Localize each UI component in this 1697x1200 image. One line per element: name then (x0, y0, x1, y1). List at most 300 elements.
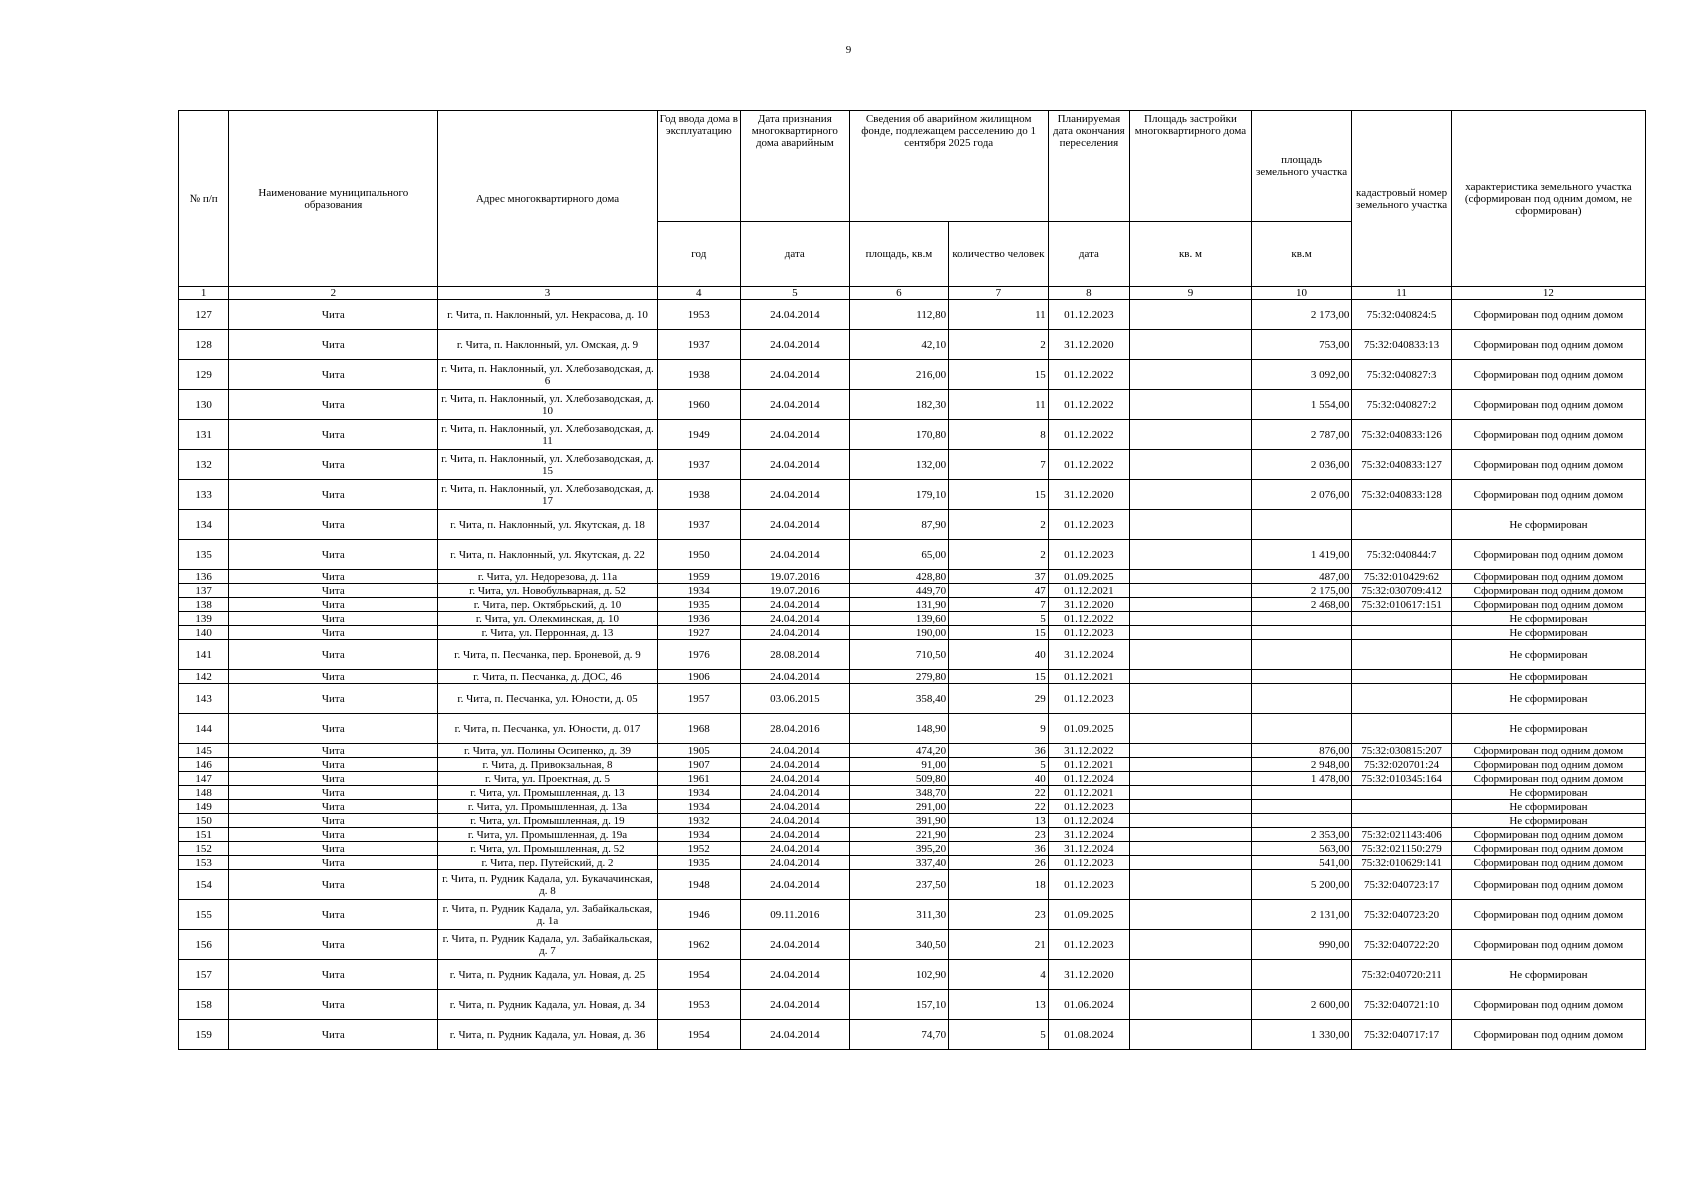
people-count-cell: 15 (949, 670, 1049, 684)
date-recognized-cell: 24.04.2014 (741, 612, 850, 626)
table-body (179, 300, 1646, 1050)
build-area-cell (1130, 960, 1252, 990)
date-recognized-cell: 24.04.2014 (741, 330, 850, 360)
address-cell: г. Чита, ул. Перронная, д. 13 (438, 626, 657, 640)
year-in-cell: 1953 (657, 990, 740, 1020)
land-characteristic-cell: Не сформирован (1451, 814, 1645, 828)
date-recognized-cell: 24.04.2014 (741, 598, 850, 612)
municipality-cell: Чита (229, 584, 438, 598)
address-cell: г. Чита, п. Рудник Кадала, ул. Забайкальская, д. 7 (438, 930, 657, 960)
area-cell: 710,50 (849, 640, 949, 670)
area-cell: 395,20 (849, 842, 949, 856)
row-number-cell: 143 (179, 684, 229, 714)
address-cell: г. Чита, п. Наклонный, ул. Якутская, д. 18 (438, 510, 657, 540)
planned-date-cell: 01.12.2023 (1048, 870, 1129, 900)
column-number: 2 (229, 287, 438, 300)
planned-date-cell: 01.06.2024 (1048, 990, 1129, 1020)
land-characteristic-cell: Сформирован под одним домом (1451, 1020, 1645, 1050)
people-count-cell: 15 (949, 626, 1049, 640)
table-row (179, 814, 1646, 828)
cadastral-number-cell: 75:32:040721:10 (1352, 990, 1452, 1020)
table-row (179, 828, 1646, 842)
area-cell: 91,00 (849, 758, 949, 772)
row-number-cell: 131 (179, 420, 229, 450)
land-area-cell (1251, 612, 1352, 626)
land-area-cell: 990,00 (1251, 930, 1352, 960)
header-year-in: Год ввода дома в эксплуатацию (657, 111, 740, 222)
date-recognized-cell: 24.04.2014 (741, 870, 850, 900)
people-count-cell: 21 (949, 930, 1049, 960)
municipality-cell: Чита (229, 684, 438, 714)
cadastral-number-cell (1352, 714, 1452, 744)
people-count-cell: 5 (949, 612, 1049, 626)
land-characteristic-cell: Сформирован под одним домом (1451, 540, 1645, 570)
table-row (179, 856, 1646, 870)
land-area-cell (1251, 510, 1352, 540)
table-row (179, 598, 1646, 612)
land-characteristic-cell: Сформирован под одним домом (1451, 930, 1645, 960)
date-recognized-cell: 24.04.2014 (741, 990, 850, 1020)
land-area-cell: 2 036,00 (1251, 450, 1352, 480)
table-row (179, 758, 1646, 772)
land-characteristic-cell: Не сформирован (1451, 626, 1645, 640)
municipality-cell: Чита (229, 842, 438, 856)
land-area-cell: 2 173,00 (1251, 300, 1352, 330)
planned-date-cell: 01.12.2022 (1048, 390, 1129, 420)
header-land-area: площадь земельного участка (1251, 111, 1352, 222)
planned-date-cell: 01.12.2023 (1048, 684, 1129, 714)
row-number-cell: 158 (179, 990, 229, 1020)
build-area-cell (1130, 814, 1252, 828)
row-number-cell: 141 (179, 640, 229, 670)
planned-date-cell: 01.12.2024 (1048, 772, 1129, 786)
build-area-cell (1130, 990, 1252, 1020)
land-characteristic-cell: Сформирован под одним домом (1451, 990, 1645, 1020)
municipality-cell: Чита (229, 480, 438, 510)
row-number-cell: 152 (179, 842, 229, 856)
column-number: 10 (1251, 287, 1352, 300)
address-cell: г. Чита, п. Рудник Кадала, ул. Букачачинская, д. 8 (438, 870, 657, 900)
people-count-cell: 13 (949, 814, 1049, 828)
table-row (179, 1020, 1646, 1050)
cadastral-number-cell: 75:32:021143:406 (1352, 828, 1452, 842)
land-area-cell: 1 330,00 (1251, 1020, 1352, 1050)
year-in-cell: 1976 (657, 640, 740, 670)
people-count-cell: 23 (949, 900, 1049, 930)
year-in-cell: 1938 (657, 360, 740, 390)
table-row (179, 570, 1646, 584)
land-area-cell: 753,00 (1251, 330, 1352, 360)
municipality-cell: Чита (229, 856, 438, 870)
build-area-cell (1130, 930, 1252, 960)
row-number-cell: 145 (179, 744, 229, 758)
people-count-cell: 7 (949, 598, 1049, 612)
row-number-cell: 133 (179, 480, 229, 510)
date-recognized-cell: 24.04.2014 (741, 420, 850, 450)
cadastral-number-cell (1352, 800, 1452, 814)
year-in-cell: 1960 (657, 390, 740, 420)
address-cell: г. Чита, ул. Новобульварная, д. 52 (438, 584, 657, 598)
municipality-cell: Чита (229, 772, 438, 786)
municipality-cell: Чита (229, 330, 438, 360)
people-count-cell: 8 (949, 420, 1049, 450)
date-recognized-cell: 24.04.2014 (741, 626, 850, 640)
date-recognized-cell: 24.04.2014 (741, 800, 850, 814)
year-in-cell: 1932 (657, 814, 740, 828)
area-cell: 428,80 (849, 570, 949, 584)
address-cell: г. Чита, п. Наклонный, ул. Омская, д. 9 (438, 330, 657, 360)
date-recognized-cell: 09.11.2016 (741, 900, 850, 930)
build-area-cell (1130, 570, 1252, 584)
row-number-cell: 153 (179, 856, 229, 870)
cadastral-number-cell: 75:32:010429:62 (1352, 570, 1452, 584)
address-cell: г. Чита, п. Наклонный, ул. Хлебозаводская, д. 17 (438, 480, 657, 510)
cadastral-number-cell: 75:32:040723:20 (1352, 900, 1452, 930)
municipality-cell: Чита (229, 540, 438, 570)
people-count-cell: 47 (949, 584, 1049, 598)
land-area-cell (1251, 800, 1352, 814)
municipality-cell: Чита (229, 744, 438, 758)
address-cell: г. Чита, п. Наклонный, ул. Якутская, д. 22 (438, 540, 657, 570)
header-mo: Наименование муниципального образования (229, 111, 438, 287)
planned-date-cell: 01.12.2023 (1048, 626, 1129, 640)
area-cell: 102,90 (849, 960, 949, 990)
date-recognized-cell: 24.04.2014 (741, 450, 850, 480)
people-count-cell: 5 (949, 1020, 1049, 1050)
area-cell: 509,80 (849, 772, 949, 786)
cadastral-number-cell: 75:32:040827:2 (1352, 390, 1452, 420)
municipality-cell: Чита (229, 360, 438, 390)
planned-date-cell: 01.12.2023 (1048, 300, 1129, 330)
year-in-cell: 1950 (657, 540, 740, 570)
cadastral-number-cell (1352, 814, 1452, 828)
year-in-cell: 1934 (657, 786, 740, 800)
municipality-cell: Чита (229, 626, 438, 640)
land-area-cell (1251, 640, 1352, 670)
build-area-cell (1130, 842, 1252, 856)
people-count-cell: 22 (949, 800, 1049, 814)
land-characteristic-cell: Не сформирован (1451, 800, 1645, 814)
area-cell: 87,90 (849, 510, 949, 540)
municipality-cell: Чита (229, 900, 438, 930)
municipality-cell: Чита (229, 786, 438, 800)
subheader-date2: дата (1048, 222, 1129, 287)
table-row (179, 744, 1646, 758)
people-count-cell: 4 (949, 960, 1049, 990)
row-number-cell: 136 (179, 570, 229, 584)
date-recognized-cell: 24.04.2014 (741, 390, 850, 420)
year-in-cell: 1935 (657, 598, 740, 612)
build-area-cell (1130, 420, 1252, 450)
address-cell: г. Чита, пер. Октябрьский, д. 10 (438, 598, 657, 612)
land-characteristic-cell: Сформирован под одним домом (1451, 570, 1645, 584)
address-cell: г. Чита, пер. Путейский, д. 2 (438, 856, 657, 870)
build-area-cell (1130, 612, 1252, 626)
land-characteristic-cell: Сформирован под одним домом (1451, 856, 1645, 870)
municipality-cell: Чита (229, 390, 438, 420)
planned-date-cell: 01.12.2022 (1048, 420, 1129, 450)
area-cell: 337,40 (849, 856, 949, 870)
municipality-cell: Чита (229, 612, 438, 626)
planned-date-cell: 01.12.2021 (1048, 670, 1129, 684)
area-cell: 179,10 (849, 480, 949, 510)
column-number-row (179, 287, 1646, 300)
row-number-cell: 128 (179, 330, 229, 360)
cadastral-number-cell: 75:32:040844:7 (1352, 540, 1452, 570)
planned-date-cell: 31.12.2024 (1048, 842, 1129, 856)
table-row (179, 842, 1646, 856)
year-in-cell: 1905 (657, 744, 740, 758)
area-cell: 279,80 (849, 670, 949, 684)
table-row (179, 584, 1646, 598)
table-row (179, 960, 1646, 990)
land-area-cell (1251, 714, 1352, 744)
planned-date-cell: 01.08.2024 (1048, 1020, 1129, 1050)
land-characteristic-cell: Сформирован под одним домом (1451, 598, 1645, 612)
row-number-cell: 127 (179, 300, 229, 330)
planned-date-cell: 01.12.2022 (1048, 450, 1129, 480)
land-characteristic-cell: Сформирован под одним домом (1451, 828, 1645, 842)
subheader-area: площадь, кв.м (849, 222, 949, 287)
year-in-cell: 1968 (657, 714, 740, 744)
land-area-cell: 876,00 (1251, 744, 1352, 758)
address-cell: г. Чита, п. Песчанка, д. ДОС, 46 (438, 670, 657, 684)
table-row (179, 390, 1646, 420)
municipality-cell: Чита (229, 670, 438, 684)
year-in-cell: 1907 (657, 758, 740, 772)
land-area-cell: 541,00 (1251, 856, 1352, 870)
build-area-cell (1130, 870, 1252, 900)
planned-date-cell: 31.12.2022 (1048, 744, 1129, 758)
address-cell: г. Чита, п. Песчанка, ул. Юности, д. 05 (438, 684, 657, 714)
land-area-cell: 1 554,00 (1251, 390, 1352, 420)
address-cell: г. Чита, п. Наклонный, ул. Некрасова, д. 10 (438, 300, 657, 330)
land-characteristic-cell: Сформирован под одним домом (1451, 420, 1645, 450)
date-recognized-cell: 24.04.2014 (741, 510, 850, 540)
build-area-cell (1130, 786, 1252, 800)
cadastral-number-cell: 75:32:021150:279 (1352, 842, 1452, 856)
table-row (179, 640, 1646, 670)
address-cell: г. Чита, ул. Промышленная, д. 19а (438, 828, 657, 842)
row-number-cell: 146 (179, 758, 229, 772)
year-in-cell: 1927 (657, 626, 740, 640)
subheader-kvm: кв. м (1130, 222, 1252, 287)
cadastral-number-cell: 75:32:040833:126 (1352, 420, 1452, 450)
area-cell: 170,80 (849, 420, 949, 450)
people-count-cell: 15 (949, 480, 1049, 510)
area-cell: 391,90 (849, 814, 949, 828)
people-count-cell: 2 (949, 330, 1049, 360)
planned-date-cell: 31.12.2020 (1048, 480, 1129, 510)
area-cell: 474,20 (849, 744, 949, 758)
planned-date-cell: 01.12.2021 (1048, 584, 1129, 598)
area-cell: 112,80 (849, 300, 949, 330)
table-row (179, 800, 1646, 814)
planned-date-cell: 01.09.2025 (1048, 714, 1129, 744)
header-address: Адрес многоквартирного дома (438, 111, 657, 287)
people-count-cell: 11 (949, 390, 1049, 420)
build-area-cell (1130, 684, 1252, 714)
municipality-cell: Чита (229, 1020, 438, 1050)
table-row (179, 330, 1646, 360)
row-number-cell: 154 (179, 870, 229, 900)
row-number-cell: 132 (179, 450, 229, 480)
planned-date-cell: 31.12.2024 (1048, 828, 1129, 842)
table-row (179, 510, 1646, 540)
land-characteristic-cell: Сформирован под одним домом (1451, 744, 1645, 758)
cadastral-number-cell (1352, 612, 1452, 626)
row-number-cell: 140 (179, 626, 229, 640)
table-row (179, 480, 1646, 510)
land-area-cell: 563,00 (1251, 842, 1352, 856)
planned-date-cell: 01.12.2023 (1048, 856, 1129, 870)
address-cell: г. Чита, д. Привокзальная, 8 (438, 758, 657, 772)
build-area-cell (1130, 540, 1252, 570)
planned-date-cell: 01.12.2023 (1048, 510, 1129, 540)
build-area-cell (1130, 626, 1252, 640)
year-in-cell: 1959 (657, 570, 740, 584)
area-cell: 311,30 (849, 900, 949, 930)
table-row (179, 714, 1646, 744)
cadastral-number-cell: 75:32:040827:3 (1352, 360, 1452, 390)
year-in-cell: 1937 (657, 450, 740, 480)
cadastral-number-cell: 75:32:040833:127 (1352, 450, 1452, 480)
planned-date-cell: 31.12.2020 (1048, 330, 1129, 360)
year-in-cell: 1937 (657, 330, 740, 360)
area-cell: 190,00 (849, 626, 949, 640)
build-area-cell (1130, 330, 1252, 360)
land-characteristic-cell: Сформирован под одним домом (1451, 300, 1645, 330)
planned-date-cell: 01.12.2023 (1048, 540, 1129, 570)
date-recognized-cell: 24.04.2014 (741, 480, 850, 510)
address-cell: г. Чита, ул. Промышленная, д. 13 (438, 786, 657, 800)
date-recognized-cell: 24.04.2014 (741, 814, 850, 828)
cadastral-number-cell: 75:32:010617:151 (1352, 598, 1452, 612)
land-characteristic-cell: Сформирован под одним домом (1451, 360, 1645, 390)
land-area-cell: 1 478,00 (1251, 772, 1352, 786)
header-num: № п/п (179, 111, 229, 287)
build-area-cell (1130, 390, 1252, 420)
land-area-cell (1251, 670, 1352, 684)
land-area-cell: 5 200,00 (1251, 870, 1352, 900)
land-area-cell: 1 419,00 (1251, 540, 1352, 570)
date-recognized-cell: 24.04.2014 (741, 1020, 850, 1050)
date-recognized-cell: 24.04.2014 (741, 540, 850, 570)
table-row (179, 670, 1646, 684)
land-characteristic-cell: Сформирован под одним домом (1451, 390, 1645, 420)
build-area-cell (1130, 856, 1252, 870)
year-in-cell: 1953 (657, 300, 740, 330)
row-number-cell: 138 (179, 598, 229, 612)
planned-date-cell: 31.12.2020 (1048, 598, 1129, 612)
subheader-date: дата (741, 222, 850, 287)
address-cell: г. Чита, ул. Полины Осипенко, д. 39 (438, 744, 657, 758)
planned-date-cell: 01.12.2023 (1048, 800, 1129, 814)
people-count-cell: 40 (949, 640, 1049, 670)
year-in-cell: 1935 (657, 856, 740, 870)
date-recognized-cell: 28.04.2016 (741, 714, 850, 744)
row-number-cell: 151 (179, 828, 229, 842)
cadastral-number-cell (1352, 510, 1452, 540)
date-recognized-cell: 24.04.2014 (741, 786, 850, 800)
land-area-cell: 2 131,00 (1251, 900, 1352, 930)
area-cell: 340,50 (849, 930, 949, 960)
column-number: 6 (849, 287, 949, 300)
municipality-cell: Чита (229, 990, 438, 1020)
column-number: 3 (438, 287, 657, 300)
table-row (179, 870, 1646, 900)
build-area-cell (1130, 450, 1252, 480)
municipality-cell: Чита (229, 870, 438, 900)
row-number-cell: 129 (179, 360, 229, 390)
planned-date-cell: 01.12.2022 (1048, 360, 1129, 390)
area-cell: 148,90 (849, 714, 949, 744)
cadastral-number-cell: 75:32:040717:17 (1352, 1020, 1452, 1050)
planned-date-cell: 01.12.2021 (1048, 758, 1129, 772)
cadastral-number-cell: 75:32:030815:207 (1352, 744, 1452, 758)
subheader-people: количество человек (949, 222, 1049, 287)
year-in-cell: 1946 (657, 900, 740, 930)
people-count-cell: 7 (949, 450, 1049, 480)
area-cell: 348,70 (849, 786, 949, 800)
table-row (179, 360, 1646, 390)
land-characteristic-cell: Не сформирован (1451, 786, 1645, 800)
date-recognized-cell: 24.04.2014 (741, 930, 850, 960)
column-number: 1 (179, 287, 229, 300)
row-number-cell: 159 (179, 1020, 229, 1050)
column-number: 8 (1048, 287, 1129, 300)
land-area-cell (1251, 626, 1352, 640)
date-recognized-cell: 24.04.2014 (741, 960, 850, 990)
cadastral-number-cell (1352, 786, 1452, 800)
cadastral-number-cell: 75:32:020701:24 (1352, 758, 1452, 772)
planned-date-cell: 01.09.2025 (1048, 570, 1129, 584)
land-characteristic-cell: Сформирован под одним домом (1451, 870, 1645, 900)
date-recognized-cell: 19.07.2016 (741, 584, 850, 598)
header-build-area: Площадь застройки многоквартирного дома (1130, 111, 1252, 222)
date-recognized-cell: 24.04.2014 (741, 772, 850, 786)
cadastral-number-cell: 75:32:010629:141 (1352, 856, 1452, 870)
planned-date-cell: 01.12.2022 (1048, 612, 1129, 626)
people-count-cell: 11 (949, 300, 1049, 330)
land-area-cell: 2 787,00 (1251, 420, 1352, 450)
year-in-cell: 1934 (657, 800, 740, 814)
address-cell: г. Чита, п. Рудник Кадала, ул. Новая, д. 34 (438, 990, 657, 1020)
municipality-cell: Чита (229, 570, 438, 584)
build-area-cell (1130, 744, 1252, 758)
people-count-cell: 29 (949, 684, 1049, 714)
row-number-cell: 149 (179, 800, 229, 814)
table-row (179, 900, 1646, 930)
area-cell: 132,00 (849, 450, 949, 480)
land-characteristic-cell: Не сформирован (1451, 670, 1645, 684)
land-characteristic-cell: Сформирован под одним домом (1451, 480, 1645, 510)
build-area-cell (1130, 714, 1252, 744)
address-cell: г. Чита, п. Наклонный, ул. Хлебозаводская, д. 11 (438, 420, 657, 450)
land-characteristic-cell: Сформирован под одним домом (1451, 758, 1645, 772)
build-area-cell (1130, 758, 1252, 772)
cadastral-number-cell: 75:32:040723:17 (1352, 870, 1452, 900)
year-in-cell: 1938 (657, 480, 740, 510)
build-area-cell (1130, 670, 1252, 684)
people-count-cell: 40 (949, 772, 1049, 786)
table-row (179, 930, 1646, 960)
cadastral-number-cell: 75:32:030709:412 (1352, 584, 1452, 598)
cadastral-number-cell (1352, 670, 1452, 684)
municipality-cell: Чита (229, 814, 438, 828)
address-cell: г. Чита, п. Наклонный, ул. Хлебозаводская, д. 10 (438, 390, 657, 420)
row-number-cell: 135 (179, 540, 229, 570)
